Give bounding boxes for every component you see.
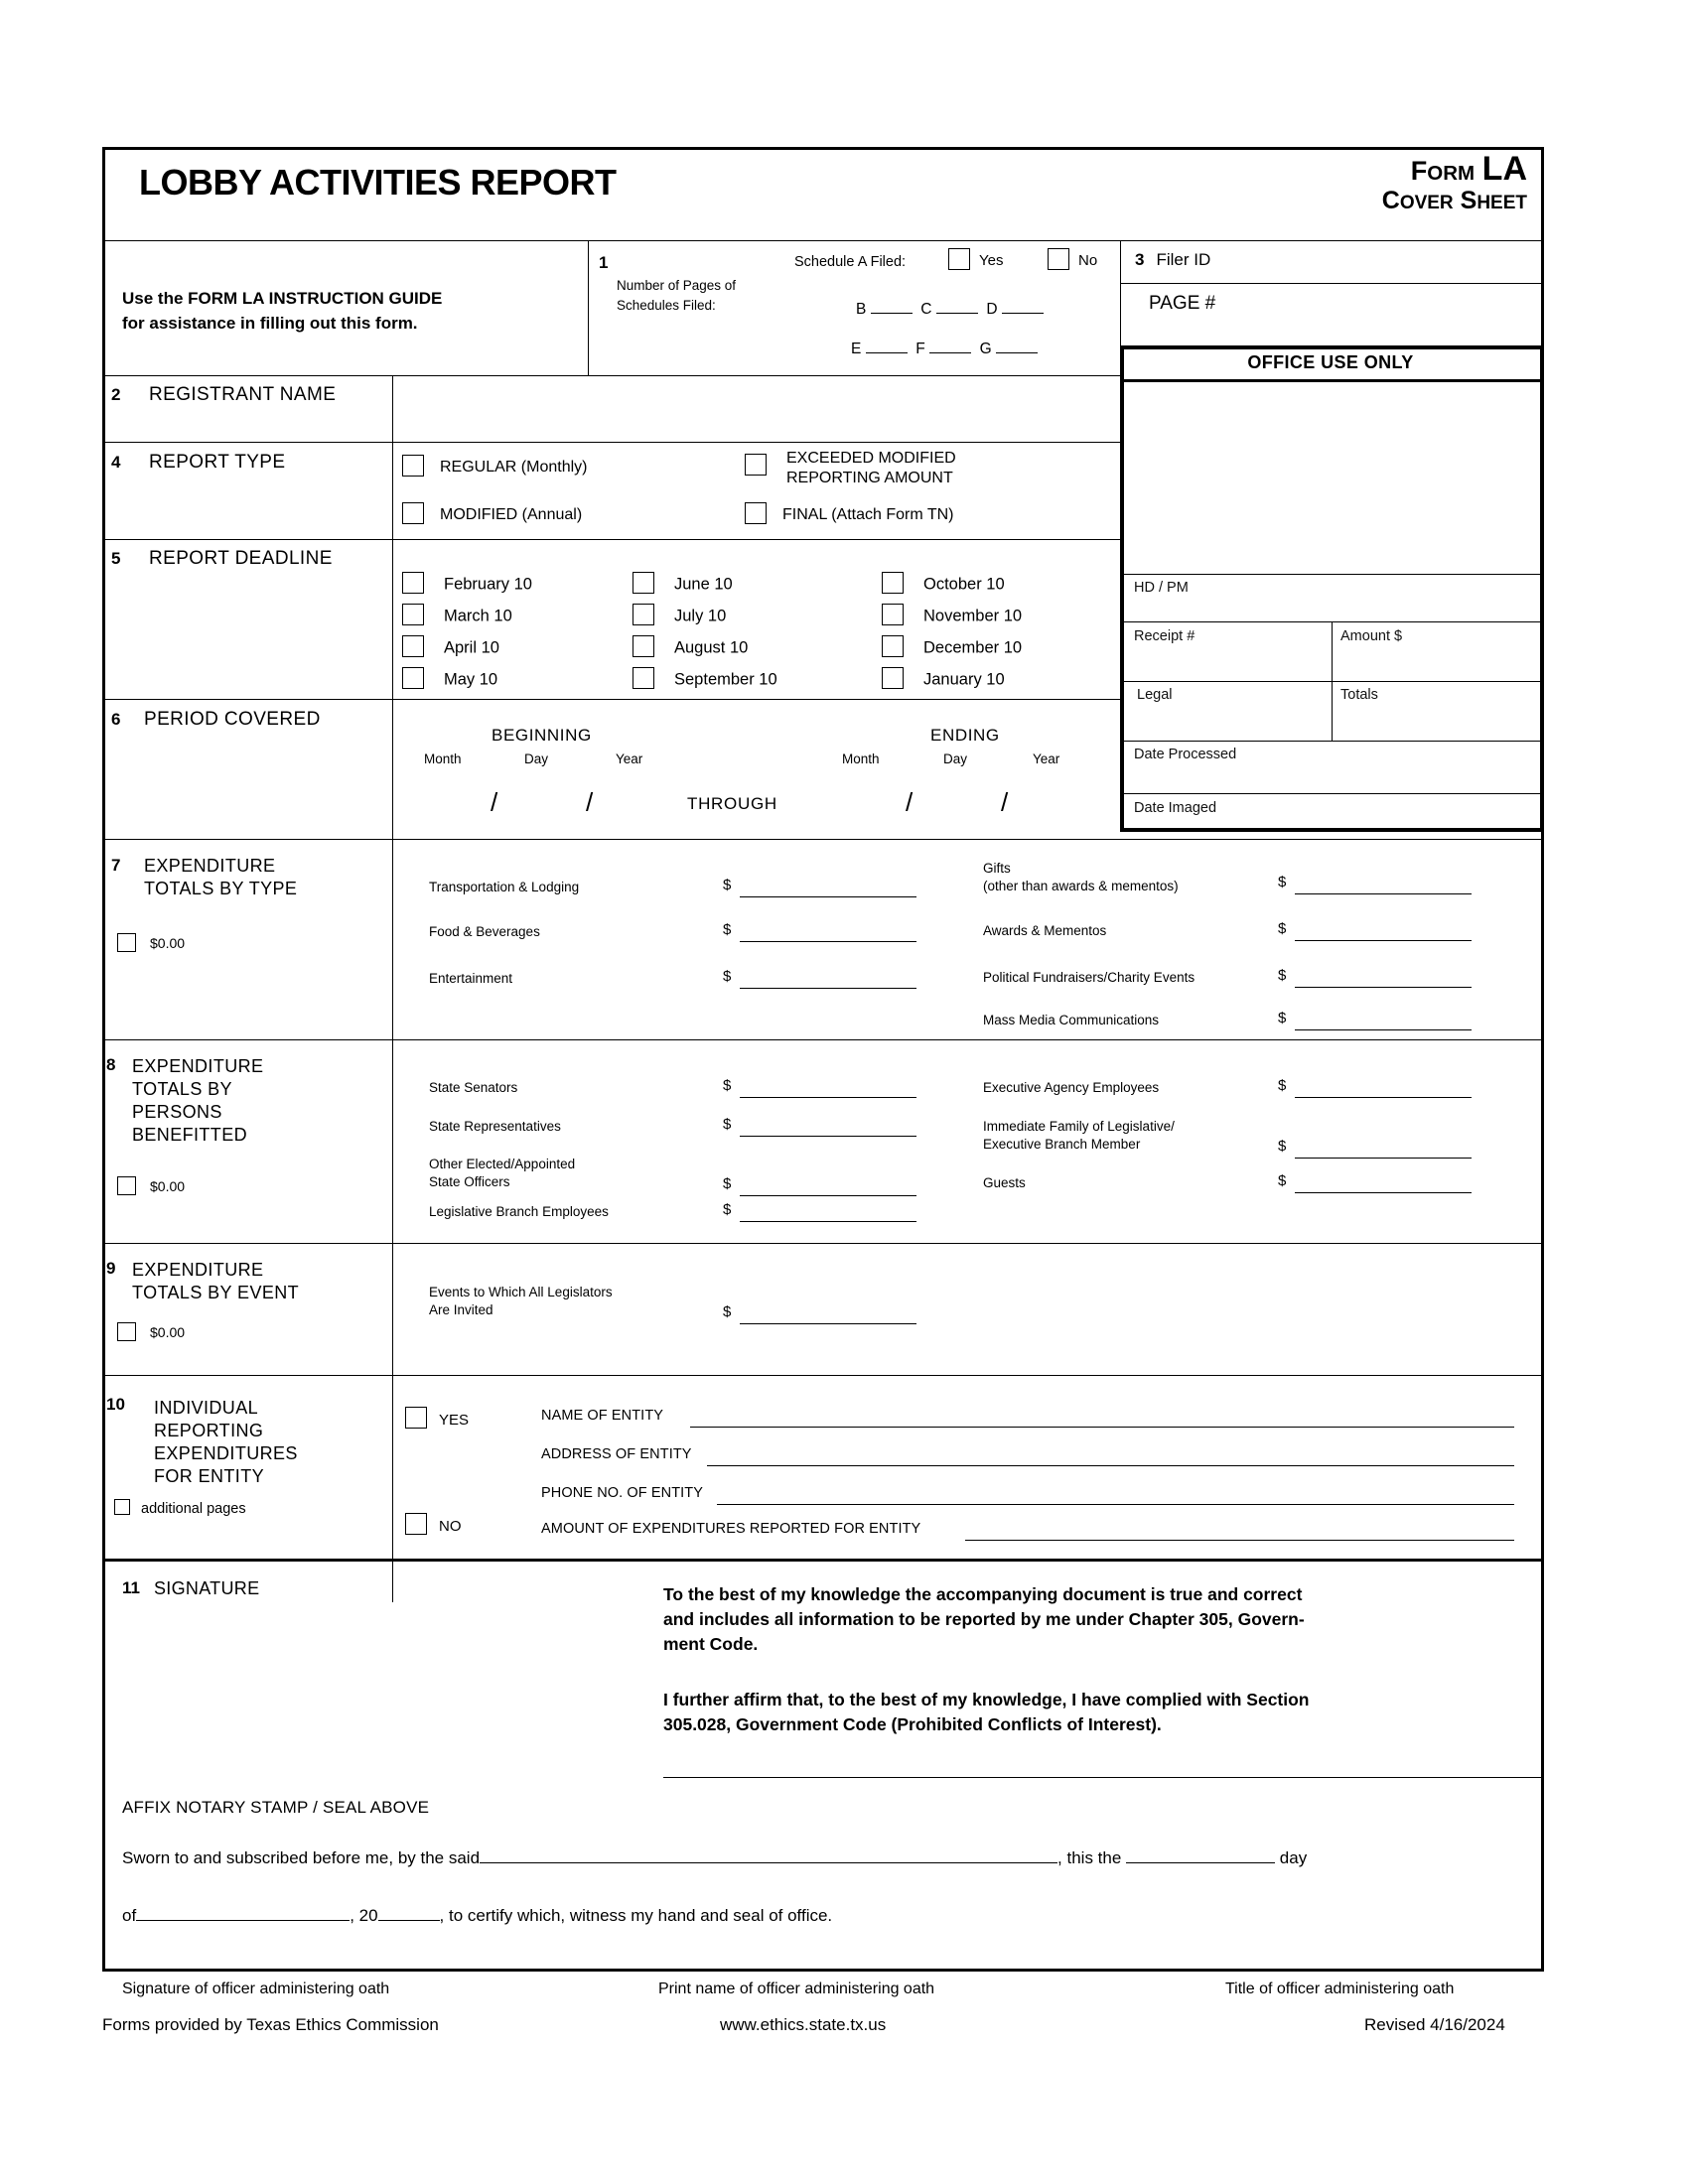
s8-item-representatives: State Representatives xyxy=(429,1119,561,1134)
section-3-label: Filer ID xyxy=(1156,250,1211,269)
oath-printname-caption: Print name of officer administering oath xyxy=(658,1980,935,1997)
divider-section-11-top xyxy=(102,1559,1544,1562)
s8-item-senators: State Senators xyxy=(429,1080,518,1095)
affirmation-p1-line1: To the best of my knowledge the accompanying document is true and correct xyxy=(663,1584,1303,1604)
section-7-zero-label: $0.00 xyxy=(150,935,186,952)
section-6-label: PERIOD COVERED xyxy=(144,709,321,730)
deadline-november-label: November 10 xyxy=(923,607,1023,625)
section-8-label-line2: TOTALS BY xyxy=(132,1079,232,1100)
deadline-march-checkbox[interactable] xyxy=(402,604,424,625)
oath-signature-caption: Signature of officer administering oath xyxy=(122,1980,390,1997)
entity-name-label: NAME OF ENTITY xyxy=(541,1408,664,1424)
s8-item-exec-agency: Executive Agency Employees xyxy=(983,1080,1160,1095)
period-begin-day-label: Day xyxy=(524,751,549,766)
sworn-text-c: day xyxy=(1279,1848,1308,1867)
sworn-name-input[interactable] xyxy=(480,1862,1057,1863)
cover-over: OVER xyxy=(1399,192,1454,213)
instruction-line-1: Use the FORM LA INSTRUCTION GUIDE xyxy=(122,289,443,308)
section-8-number: 8 xyxy=(106,1055,116,1074)
deadline-december-label: December 10 xyxy=(923,638,1023,657)
section-8-label-line1: EXPENDITURE xyxy=(132,1056,264,1076)
section-11-number: 11 xyxy=(122,1578,140,1597)
sheet-heet: HEET xyxy=(1477,192,1527,213)
deadline-september-checkbox[interactable] xyxy=(633,667,654,689)
section-4-number: 4 xyxy=(111,453,121,472)
period-end-day-label: Day xyxy=(943,751,968,766)
section-10-yes-checkbox[interactable] xyxy=(405,1407,427,1429)
affirmation-p2-line2: 305.028, Government Code (Prohibited Conflicts of Interest). xyxy=(663,1713,1162,1734)
s8-input-other-officers[interactable] xyxy=(740,1195,916,1196)
divider-office-use-title xyxy=(1120,379,1544,382)
section-9-zero-label: $0.00 xyxy=(150,1324,186,1341)
affirmation-paragraph-2 xyxy=(663,1688,1547,1737)
sworn-day-input[interactable] xyxy=(1126,1862,1275,1863)
footer-right: Revised 4/16/2024 xyxy=(1364,2015,1505,2034)
deadline-august-label: August 10 xyxy=(674,638,749,657)
s7-input-awards[interactable] xyxy=(1295,940,1472,941)
section-8-zero-option[interactable] xyxy=(117,1178,185,1197)
form-word-orm: ORM xyxy=(1427,162,1476,185)
s8-input-guests[interactable] xyxy=(1295,1192,1472,1193)
s7-input-food[interactable] xyxy=(740,941,916,942)
s8-input-immediate-family[interactable] xyxy=(1295,1158,1472,1159)
affirmation-p2-line1: I further affirm that, to the best of my knowledge, I have complied with Section xyxy=(663,1690,1310,1709)
schedule-b-label: B xyxy=(856,301,867,318)
deadline-october-checkbox[interactable] xyxy=(882,572,904,594)
period-end-slash-2: / xyxy=(1001,787,1009,817)
deadline-may-label: May 10 xyxy=(444,670,498,689)
office-hd-pm-label: HD / PM xyxy=(1134,580,1189,596)
period-begin-month-label: Month xyxy=(424,751,462,766)
divider-filer-id-bottom xyxy=(1120,283,1544,284)
schedule-c-input[interactable] xyxy=(936,313,978,314)
cover-c: C xyxy=(1381,186,1400,214)
section-10-additional-pages-checkbox[interactable] xyxy=(114,1499,130,1515)
report-type-final[interactable] xyxy=(745,504,953,526)
deadline-may[interactable] xyxy=(402,669,497,691)
section-4-label: REPORT TYPE xyxy=(149,452,286,473)
divider-v-header-2 xyxy=(1120,240,1121,345)
section-10-label-line2: REPORTING xyxy=(154,1421,264,1441)
period-begin-year-label: Year xyxy=(616,751,643,766)
office-use-title: OFFICE USE ONLY xyxy=(1247,352,1414,372)
divider-v-left-column xyxy=(392,375,393,1602)
entity-address-label: ADDRESS OF ENTITY xyxy=(541,1446,692,1462)
sworn-year-input[interactable] xyxy=(378,1920,440,1921)
schedule-f-label: F xyxy=(915,341,926,357)
s8-item-immediate-family-line2: Executive Branch Member xyxy=(983,1136,1141,1152)
sworn-text-e: , 20 xyxy=(350,1906,378,1925)
deadline-january-checkbox[interactable] xyxy=(882,667,904,689)
section-5-number: 5 xyxy=(111,549,121,568)
schedule-pages-row-2[interactable] xyxy=(851,341,1042,358)
section-7-label-line1: EXPENDITURE xyxy=(144,856,276,876)
section-1-label-line1: Number of Pages of xyxy=(617,278,737,293)
s8-dollar-1: $ xyxy=(723,1077,732,1094)
section-10-additional-pages-option[interactable] xyxy=(114,1501,246,1517)
s8-item-other-officers xyxy=(429,1156,575,1191)
deadline-february[interactable] xyxy=(402,574,532,596)
divider-section-5-top xyxy=(102,539,1120,540)
schedule-e-label: E xyxy=(851,341,862,357)
deadline-january-label: January 10 xyxy=(923,670,1005,689)
s7-input-massmedia[interactable] xyxy=(1295,1029,1472,1030)
s7-dollar-6: $ xyxy=(1278,967,1287,984)
period-end-slash-1: / xyxy=(906,787,914,817)
divider-section-6-top xyxy=(102,699,1120,700)
section-11-label: SIGNATURE xyxy=(154,1578,260,1598)
sheet-s: S xyxy=(1460,186,1477,214)
deadline-october-label: October 10 xyxy=(923,575,1005,594)
affix-notary-label: AFFIX NOTARY STAMP / SEAL ABOVE xyxy=(122,1798,430,1817)
period-ending-header: ENDING xyxy=(930,726,1000,745)
schedule-g-input[interactable] xyxy=(996,352,1038,353)
s7-dollar-3: $ xyxy=(723,968,732,985)
office-totals-label: Totals xyxy=(1340,687,1378,703)
deadline-february-label: February 10 xyxy=(444,575,532,594)
report-type-regular-checkbox[interactable] xyxy=(402,455,424,477)
s7-item-transportation: Transportation & Lodging xyxy=(429,880,580,894)
deadline-august-checkbox[interactable] xyxy=(633,635,654,657)
entity-name-input[interactable] xyxy=(690,1427,1514,1428)
deadline-august[interactable] xyxy=(633,637,748,659)
s7-dollar-2: $ xyxy=(723,921,732,938)
page-number-label: PAGE # xyxy=(1149,293,1216,314)
divider-v-header-1 xyxy=(588,240,589,375)
s7-input-entertainment[interactable] xyxy=(740,988,916,989)
section-5-label: REPORT DEADLINE xyxy=(149,548,333,569)
section-10-no-option[interactable] xyxy=(405,1516,462,1538)
deadline-may-checkbox[interactable] xyxy=(402,667,424,689)
divider-section-4-top xyxy=(102,442,1120,443)
sworn-statement-line-2 xyxy=(122,1906,832,1926)
section-3-number: 3 xyxy=(1135,250,1145,269)
s8-input-representatives[interactable] xyxy=(740,1136,916,1137)
deadline-june-label: June 10 xyxy=(674,575,733,594)
schedule-f-input[interactable] xyxy=(929,352,971,353)
deadline-november[interactable] xyxy=(882,606,1022,627)
affirmation-paragraph-1 xyxy=(663,1582,1547,1657)
s7-item-fundraisers: Political Fundraisers/Charity Events xyxy=(983,970,1196,985)
section-7-zero-checkbox[interactable] xyxy=(117,933,136,952)
entity-amount-label: AMOUNT OF EXPENDITURES REPORTED FOR ENTITY xyxy=(541,1521,921,1537)
s8-dollar-4: $ xyxy=(723,1201,732,1218)
s7-item-gifts-line2: (other than awards & mementos) xyxy=(983,878,1179,893)
deadline-september-label: September 10 xyxy=(674,670,777,689)
s7-input-transportation[interactable] xyxy=(740,896,916,897)
deadline-november-checkbox[interactable] xyxy=(882,604,904,625)
report-type-final-label: FINAL (Attach Form TN) xyxy=(782,506,954,524)
s9-dollar-1: $ xyxy=(723,1303,732,1320)
s7-dollar-1: $ xyxy=(723,877,732,893)
report-type-modified-label: MODIFIED (Annual) xyxy=(440,506,583,524)
section-9-label-line2: TOTALS BY EVENT xyxy=(132,1283,300,1303)
section-10-label xyxy=(154,1397,298,1488)
section-10-additional-pages-label: additional pages xyxy=(141,1501,246,1517)
s7-item-food: Food & Beverages xyxy=(429,924,540,939)
s8-input-exec-agency[interactable] xyxy=(1295,1097,1472,1098)
period-begin-slash-1: / xyxy=(491,787,498,817)
s8-dollar-2: $ xyxy=(723,1116,732,1133)
report-type-regular[interactable] xyxy=(402,457,587,478)
divider-section-7-top xyxy=(102,839,1544,840)
divider-office-use-5 xyxy=(1123,793,1541,794)
schedule-a-no-checkbox[interactable] xyxy=(1048,248,1069,270)
section-7-label-line2: TOTALS BY TYPE xyxy=(144,879,298,899)
section-1-label xyxy=(617,276,805,315)
section-10-no-label: NO xyxy=(439,1517,462,1535)
instruction-line-2: for assistance in filling out this form. xyxy=(122,313,418,333)
s7-dollar-7: $ xyxy=(1278,1010,1287,1026)
page-title: LOBBY ACTIVITIES REPORT xyxy=(139,162,617,203)
schedule-a-no-option[interactable] xyxy=(1048,250,1097,272)
s9-item-events xyxy=(429,1284,613,1319)
office-receipt-label: Receipt # xyxy=(1134,628,1196,644)
form-code-la: LA xyxy=(1481,150,1527,188)
s8-dollar-7: $ xyxy=(1278,1172,1287,1189)
s7-input-fundraisers[interactable] xyxy=(1295,987,1472,988)
period-begin-slash-2: / xyxy=(586,787,594,817)
section-7-label xyxy=(144,855,297,900)
form-code-box xyxy=(1120,151,1541,233)
s7-dollar-4: $ xyxy=(1278,874,1287,890)
period-beginning-header: BEGINNING xyxy=(492,726,592,745)
report-type-exceeded[interactable] xyxy=(745,449,956,488)
section-9-label xyxy=(132,1259,299,1304)
schedule-a-yes-label: Yes xyxy=(979,251,1004,269)
schedule-c-label: C xyxy=(920,301,932,318)
section-2-label: REGISTRANT NAME xyxy=(149,384,337,405)
section-2-number: 2 xyxy=(111,385,121,404)
schedule-a-yes-option[interactable] xyxy=(948,250,1003,272)
deadline-april-checkbox[interactable] xyxy=(402,635,424,657)
entity-phone-input[interactable] xyxy=(717,1504,1514,1505)
period-end-year-label: Year xyxy=(1033,751,1060,766)
instruction-text xyxy=(122,287,579,336)
schedule-d-label: D xyxy=(986,301,998,318)
cover-sheet-line xyxy=(1120,188,1527,214)
section-8-label-line4: BENEFITTED xyxy=(132,1125,248,1146)
divider-office-use-4 xyxy=(1123,741,1541,742)
s7-item-massmedia: Mass Media Communications xyxy=(983,1013,1160,1027)
office-date-processed-label: Date Processed xyxy=(1134,747,1237,762)
section-7-zero-option[interactable] xyxy=(117,935,185,954)
form-word-f: F xyxy=(1410,156,1428,186)
section-8-label-line3: PERSONS xyxy=(132,1102,222,1123)
s8-dollar-6: $ xyxy=(1278,1138,1287,1155)
s8-item-other-officers-line2: State Officers xyxy=(429,1173,510,1189)
report-type-exceeded-label-line1: EXCEEDED MODIFIED xyxy=(786,450,956,467)
period-end-month-label: Month xyxy=(842,751,880,766)
s8-input-senators[interactable] xyxy=(740,1097,916,1098)
deadline-july-label: July 10 xyxy=(674,607,727,625)
s8-item-immediate-family xyxy=(983,1118,1175,1154)
section-10-label-line1: INDIVIDUAL xyxy=(154,1398,259,1418)
office-date-imaged-label: Date Imaged xyxy=(1134,800,1217,816)
office-amount-label: Amount $ xyxy=(1340,628,1403,644)
sworn-text-a: Sworn to and subscribed before me, by the said xyxy=(122,1848,481,1867)
s8-input-leg-branch[interactable] xyxy=(740,1221,916,1222)
section-9-zero-option[interactable] xyxy=(117,1324,185,1343)
divider-office-use-3 xyxy=(1123,681,1541,682)
deadline-april-label: April 10 xyxy=(444,638,499,657)
s8-item-other-officers-line1: Other Elected/Appointed xyxy=(429,1157,576,1171)
s7-item-gifts xyxy=(983,860,1179,895)
period-through-label: THROUGH xyxy=(687,794,777,813)
divider-oath-captions xyxy=(102,1969,1544,1972)
divider-under-title xyxy=(102,240,1544,241)
s7-item-awards: Awards & Mementos xyxy=(983,923,1107,938)
footer-center: www.ethics.state.tx.us xyxy=(720,2015,887,2034)
report-type-exceeded-label-line2: REPORTING AMOUNT xyxy=(786,470,953,486)
section-8-label xyxy=(132,1055,263,1147)
divider-section-9-top xyxy=(102,1243,1544,1244)
schedule-g-label: G xyxy=(979,341,992,357)
deadline-june-checkbox[interactable] xyxy=(633,572,654,594)
report-type-regular-label: REGULAR (Monthly) xyxy=(440,459,588,477)
s8-item-immediate-family-line1: Immediate Family of Legislative/ xyxy=(983,1119,1175,1134)
footer-left: Forms provided by Texas Ethics Commission xyxy=(102,2015,439,2034)
section-6-number: 6 xyxy=(111,710,121,729)
s7-dollar-5: $ xyxy=(1278,920,1287,937)
section-10-label-line4: FOR ENTITY xyxy=(154,1466,264,1487)
affirmation-p1-line2: and includes all information to be reported by me under Chapter 305, Govern- xyxy=(663,1608,1305,1629)
deadline-september[interactable] xyxy=(633,669,777,691)
schedule-d-input[interactable] xyxy=(1002,313,1044,314)
sworn-text-f: , to certify which, witness my hand and seal of office. xyxy=(439,1906,833,1925)
sworn-text-d: of xyxy=(122,1906,137,1925)
signature-line[interactable] xyxy=(663,1777,1544,1778)
s8-dollar-3: $ xyxy=(723,1175,732,1192)
deadline-october[interactable] xyxy=(882,574,1005,596)
sworn-text-b: , this the xyxy=(1057,1848,1122,1867)
entity-phone-label: PHONE NO. OF ENTITY xyxy=(541,1485,704,1501)
section-8-zero-checkbox[interactable] xyxy=(117,1176,136,1195)
deadline-february-checkbox[interactable] xyxy=(402,572,424,594)
report-type-final-checkbox[interactable] xyxy=(745,502,767,524)
section-1-number: 1 xyxy=(599,253,609,272)
s8-item-leg-branch: Legislative Branch Employees xyxy=(429,1204,609,1219)
affirmation-p1-line3: ment Code. xyxy=(663,1633,759,1654)
deadline-march[interactable] xyxy=(402,606,512,627)
deadline-december-checkbox[interactable] xyxy=(882,635,904,657)
section-10-yes-option[interactable] xyxy=(405,1410,469,1432)
section-10-no-checkbox[interactable] xyxy=(405,1513,427,1535)
divider-section-10-top xyxy=(102,1375,1544,1376)
report-type-modified[interactable] xyxy=(402,504,582,526)
schedule-b-input[interactable] xyxy=(871,313,913,314)
s9-item-events-line1: Events to Which All Legislators xyxy=(429,1285,613,1299)
s8-dollar-5: $ xyxy=(1278,1077,1287,1094)
sworn-statement-line-1 xyxy=(122,1848,1307,1868)
s8-item-guests: Guests xyxy=(983,1175,1026,1190)
form-code-line xyxy=(1120,151,1527,188)
s7-input-gifts[interactable] xyxy=(1295,893,1472,894)
schedule-a-no-label: No xyxy=(1078,251,1098,269)
deadline-june[interactable] xyxy=(633,574,733,596)
s7-item-gifts-line1: Gifts xyxy=(983,861,1011,876)
section-8-zero-label: $0.00 xyxy=(150,1178,186,1195)
sworn-month-input[interactable] xyxy=(136,1920,350,1921)
section-10-number: 10 xyxy=(106,1395,125,1414)
section-9-label-line1: EXPENDITURE xyxy=(132,1260,264,1280)
office-legal-label: Legal xyxy=(1137,687,1173,703)
oath-title-caption: Title of officer administering oath xyxy=(1225,1980,1455,1997)
deadline-april[interactable] xyxy=(402,637,499,659)
section-3-filer-id xyxy=(1135,250,1210,270)
report-type-modified-checkbox[interactable] xyxy=(402,502,424,524)
deadline-july[interactable] xyxy=(633,606,726,627)
divider-office-use-1 xyxy=(1123,574,1541,575)
section-9-zero-checkbox[interactable] xyxy=(117,1322,136,1341)
section-10-label-line3: EXPENDITURES xyxy=(154,1443,298,1464)
deadline-december[interactable] xyxy=(882,637,1022,659)
s9-input-events[interactable] xyxy=(740,1323,916,1324)
section-7-number: 7 xyxy=(111,856,121,875)
schedule-a-yes-checkbox[interactable] xyxy=(948,248,970,270)
s9-item-events-line2: Are Invited xyxy=(429,1301,493,1317)
section-1-label-line2: Schedules Filed: xyxy=(617,297,716,313)
divider-section-2-top xyxy=(102,375,1120,376)
schedule-e-input[interactable] xyxy=(866,352,908,353)
schedule-a-label: Schedule A Filed: xyxy=(794,254,907,270)
section-9-number: 9 xyxy=(106,1259,116,1278)
entity-address-input[interactable] xyxy=(707,1465,1514,1466)
deadline-july-checkbox[interactable] xyxy=(633,604,654,625)
deadline-january[interactable] xyxy=(882,669,1005,691)
schedule-pages-row-1[interactable] xyxy=(856,301,1048,319)
report-type-exceeded-checkbox[interactable] xyxy=(745,454,767,476)
section-10-yes-label: YES xyxy=(439,1411,470,1429)
s7-item-entertainment: Entertainment xyxy=(429,971,513,986)
divider-section-8-top xyxy=(102,1039,1544,1040)
entity-amount-input[interactable] xyxy=(965,1540,1514,1541)
deadline-march-label: March 10 xyxy=(444,607,512,625)
